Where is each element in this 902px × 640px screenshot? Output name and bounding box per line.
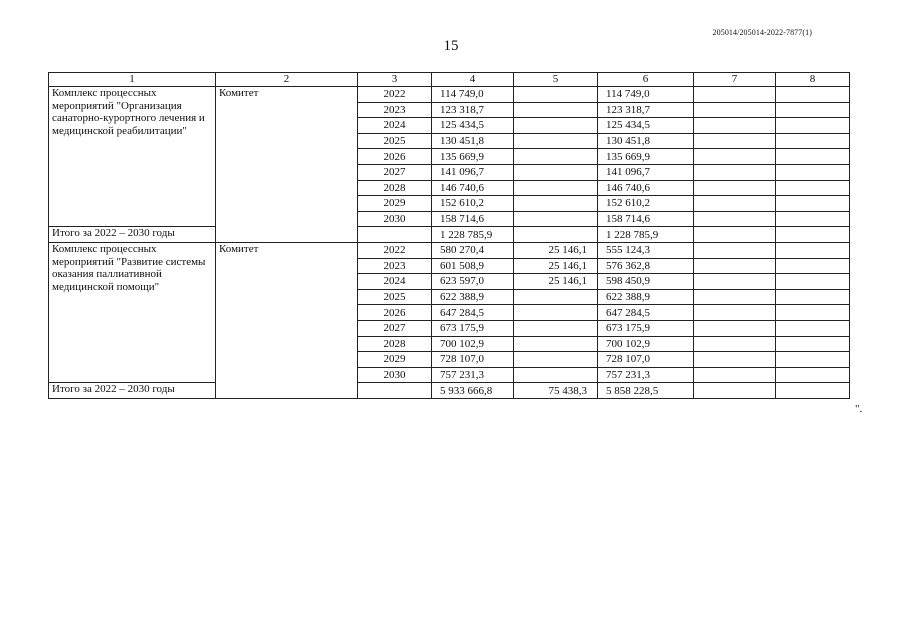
federal-amount-cell: 75 438,3 xyxy=(514,383,598,399)
column-7-cell xyxy=(694,383,776,399)
total-amount-cell: 622 388,9 xyxy=(432,289,514,305)
regional-amount-cell: 673 175,9 xyxy=(598,320,694,336)
total-amount-cell: 125 434,5 xyxy=(432,118,514,134)
regional-amount-cell: 114 749,0 xyxy=(598,87,694,103)
column-8-cell xyxy=(776,87,850,103)
federal-amount-cell xyxy=(514,196,598,212)
total-amount-cell: 141 096,7 xyxy=(432,164,514,180)
regional-amount-cell: 728 107,0 xyxy=(598,352,694,368)
federal-amount-cell: 25 146,1 xyxy=(514,274,598,290)
total-amount-cell: 158 714,6 xyxy=(432,211,514,227)
column-8-cell xyxy=(776,211,850,227)
year-cell xyxy=(358,227,432,243)
column-header: 5 xyxy=(514,73,598,87)
year-cell: 2027 xyxy=(358,164,432,180)
executor-cell: Комитет xyxy=(216,87,358,243)
column-8-cell xyxy=(776,289,850,305)
regional-amount-cell: 146 740,6 xyxy=(598,180,694,196)
column-8-cell xyxy=(776,352,850,368)
regional-amount-cell: 123 318,7 xyxy=(598,102,694,118)
column-8-cell xyxy=(776,242,850,258)
regional-amount-cell: 135 669,9 xyxy=(598,149,694,165)
federal-amount-cell xyxy=(514,320,598,336)
regional-amount-cell: 5 858 228,5 xyxy=(598,383,694,399)
year-cell: 2024 xyxy=(358,274,432,290)
regional-amount-cell: 158 714,6 xyxy=(598,211,694,227)
table-total-row xyxy=(49,383,850,399)
column-8-cell xyxy=(776,305,850,321)
total-amount-cell: 728 107,0 xyxy=(432,352,514,368)
year-cell: 2030 xyxy=(358,367,432,383)
year-cell: 2024 xyxy=(358,118,432,134)
total-amount-cell: 647 284,5 xyxy=(432,305,514,321)
column-header: 3 xyxy=(358,73,432,87)
executor-cell: Комитет xyxy=(216,242,358,398)
program-name: Комплекс процессных мероприятий "Развитие системы оказания паллиативной медицинской помощи" xyxy=(52,242,206,293)
regional-amount-cell: 125 434,5 xyxy=(598,118,694,134)
column-header: 4 xyxy=(432,73,514,87)
column-8-cell xyxy=(776,227,850,243)
regional-amount-cell: 1 228 785,9 xyxy=(598,227,694,243)
year-cell: 2025 xyxy=(358,133,432,149)
column-8-cell xyxy=(776,258,850,274)
column-7-cell xyxy=(694,164,776,180)
federal-amount-cell xyxy=(514,367,598,383)
total-label: Итого за 2022 – 2030 годы xyxy=(49,227,216,243)
table-row xyxy=(49,242,850,258)
year-cell: 2022 xyxy=(358,242,432,258)
column-header: 8 xyxy=(776,73,850,87)
federal-amount-cell: 25 146,1 xyxy=(514,242,598,258)
program-name: Комплекс процессных мероприятий "Организация санаторно-курортного лечения и медицинской реабилитации" xyxy=(52,87,205,137)
column-8-cell xyxy=(776,102,850,118)
column-8-cell xyxy=(776,118,850,134)
federal-amount-cell xyxy=(514,102,598,118)
column-header: 6 xyxy=(598,73,694,87)
column-8-cell xyxy=(776,164,850,180)
regional-amount-cell: 555 124,3 xyxy=(598,242,694,258)
year-cell: 2023 xyxy=(358,258,432,274)
total-amount-cell: 757 231,3 xyxy=(432,367,514,383)
federal-amount-cell xyxy=(514,227,598,243)
column-7-cell xyxy=(694,227,776,243)
federal-amount-cell xyxy=(514,180,598,196)
program-name-cell xyxy=(49,242,216,382)
column-8-cell xyxy=(776,196,850,212)
regional-amount-cell: 622 388,9 xyxy=(598,289,694,305)
federal-amount-cell xyxy=(514,211,598,227)
program-name-cell xyxy=(49,87,216,227)
column-7-cell xyxy=(694,196,776,212)
regional-amount-cell: 130 451,8 xyxy=(598,133,694,149)
total-amount-cell: 673 175,9 xyxy=(432,320,514,336)
table-row xyxy=(49,87,850,103)
year-cell: 2029 xyxy=(358,196,432,212)
year-cell: 2023 xyxy=(358,102,432,118)
regional-amount-cell: 152 610,2 xyxy=(598,196,694,212)
column-7-cell xyxy=(694,118,776,134)
column-8-cell xyxy=(776,180,850,196)
column-7-cell xyxy=(694,336,776,352)
column-7-cell xyxy=(694,242,776,258)
total-amount-cell: 152 610,2 xyxy=(432,196,514,212)
column-8-cell xyxy=(776,320,850,336)
column-8-cell xyxy=(776,383,850,399)
federal-amount-cell xyxy=(514,87,598,103)
regional-amount-cell: 757 231,3 xyxy=(598,367,694,383)
column-header: 2 xyxy=(216,73,358,87)
total-amount-cell: 114 749,0 xyxy=(432,87,514,103)
year-cell: 2026 xyxy=(358,149,432,165)
year-cell xyxy=(358,383,432,399)
column-7-cell xyxy=(694,352,776,368)
column-7-cell xyxy=(694,102,776,118)
column-7-cell xyxy=(694,289,776,305)
regional-amount-cell: 576 362,8 xyxy=(598,258,694,274)
column-7-cell xyxy=(694,211,776,227)
column-7-cell xyxy=(694,320,776,336)
year-cell: 2028 xyxy=(358,180,432,196)
federal-amount-cell xyxy=(514,305,598,321)
regional-amount-cell: 141 096,7 xyxy=(598,164,694,180)
total-amount-cell: 146 740,6 xyxy=(432,180,514,196)
column-8-cell xyxy=(776,336,850,352)
year-cell: 2025 xyxy=(358,289,432,305)
column-7-cell xyxy=(694,305,776,321)
year-cell: 2027 xyxy=(358,320,432,336)
total-amount-cell: 700 102,9 xyxy=(432,336,514,352)
column-8-cell xyxy=(776,367,850,383)
column-7-cell xyxy=(694,180,776,196)
total-amount-cell: 623 597,0 xyxy=(432,274,514,290)
column-7-cell xyxy=(694,149,776,165)
year-cell: 2028 xyxy=(358,336,432,352)
federal-amount-cell xyxy=(514,289,598,305)
column-7-cell xyxy=(694,258,776,274)
closing-quote-mark: ". xyxy=(855,403,863,415)
total-amount-cell: 135 669,9 xyxy=(432,149,514,165)
federal-amount-cell xyxy=(514,118,598,134)
regional-amount-cell: 700 102,9 xyxy=(598,336,694,352)
federal-amount-cell: 25 146,1 xyxy=(514,258,598,274)
total-label: Итого за 2022 – 2030 годы xyxy=(49,383,216,399)
year-cell: 2022 xyxy=(358,87,432,103)
regional-amount-cell: 598 450,9 xyxy=(598,274,694,290)
column-8-cell xyxy=(776,133,850,149)
federal-amount-cell xyxy=(514,133,598,149)
total-amount-cell: 5 933 666,8 xyxy=(432,383,514,399)
federal-amount-cell xyxy=(514,336,598,352)
year-cell: 2029 xyxy=(358,352,432,368)
regional-amount-cell: 647 284,5 xyxy=(598,305,694,321)
funding-table xyxy=(48,72,850,399)
column-header: 7 xyxy=(694,73,776,87)
column-7-cell xyxy=(694,367,776,383)
year-cell: 2026 xyxy=(358,305,432,321)
column-7-cell xyxy=(694,274,776,290)
column-7-cell xyxy=(694,133,776,149)
column-header: 1 xyxy=(49,73,216,87)
federal-amount-cell xyxy=(514,149,598,165)
page-number: 15 xyxy=(443,38,459,54)
column-8-cell xyxy=(776,149,850,165)
total-amount-cell: 130 451,8 xyxy=(432,133,514,149)
column-8-cell xyxy=(776,274,850,290)
federal-amount-cell xyxy=(514,164,598,180)
total-amount-cell: 601 508,9 xyxy=(432,258,514,274)
total-amount-cell: 580 270,4 xyxy=(432,242,514,258)
federal-amount-cell xyxy=(514,352,598,368)
document-id: 205014/205014-2022-7877(1) xyxy=(712,28,812,37)
column-7-cell xyxy=(694,87,776,103)
table-total-row xyxy=(49,227,850,243)
table-header-row xyxy=(49,73,850,87)
total-amount-cell: 1 228 785,9 xyxy=(432,227,514,243)
year-cell: 2030 xyxy=(358,211,432,227)
total-amount-cell: 123 318,7 xyxy=(432,102,514,118)
